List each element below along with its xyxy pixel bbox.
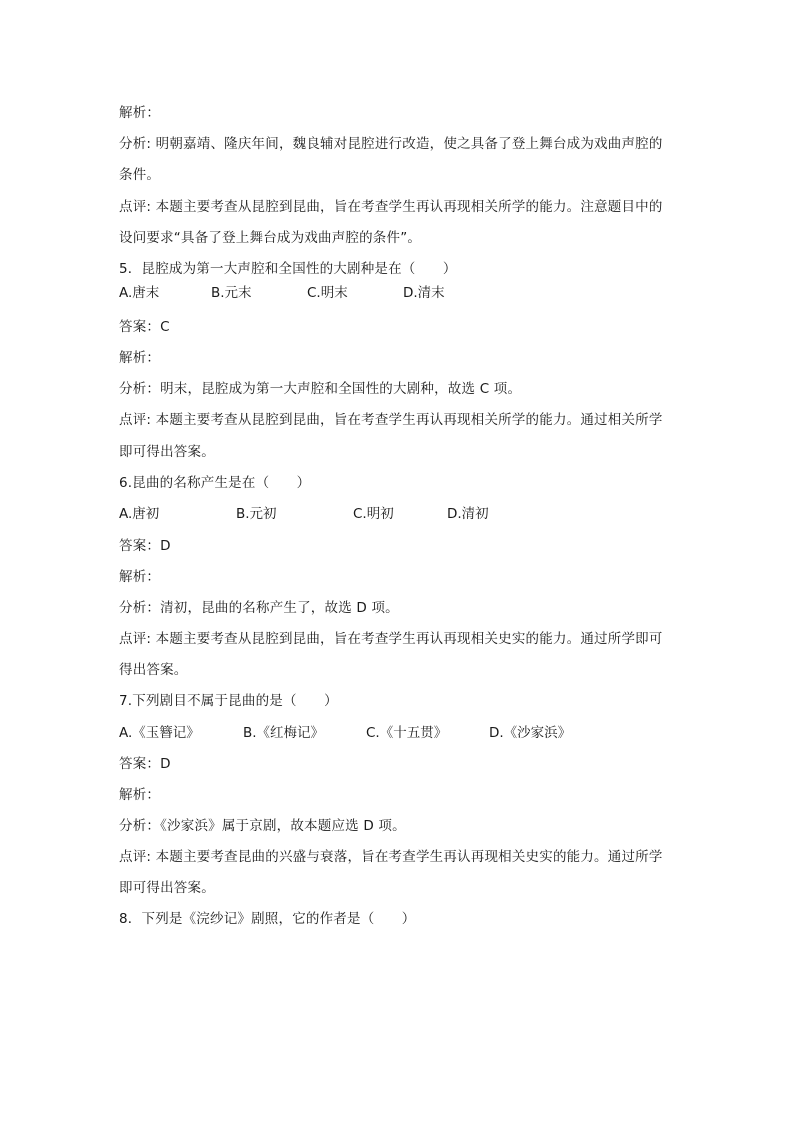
option-b: B.元初 <box>236 506 277 522</box>
option-a: A.唐末 <box>119 285 160 301</box>
option-b: B.《红梅记》 <box>243 725 325 741</box>
dianping-5-line2: 即可得出答案。 <box>119 444 215 460</box>
dianping-7-line2: 即可得出答案。 <box>119 880 215 896</box>
jiexi-label-5: 解析： <box>119 350 161 366</box>
fenxi-q4-line2: 条件。 <box>119 167 161 183</box>
dianping-5-line1: 点评: 本题主要考查从昆腔到昆曲，旨在考查学生再认再现相关所学的能力。通过相关所学 <box>119 412 663 428</box>
option-c: C.明初 <box>353 506 394 522</box>
jiexi-label-q4: 解析： <box>119 105 161 121</box>
fenxi-5: 分析：明末，昆腔成为第一大声腔和全国性的大剧种，故选 C 项。 <box>119 381 522 397</box>
dianping-q4-line1: 点评: 本题主要考查从昆腔到昆曲，旨在考查学生再认再现相关所学的能力。注意题目中的 <box>119 199 663 215</box>
jiexi-label-7: 解析： <box>119 787 161 803</box>
option-c: C.明末 <box>307 285 348 301</box>
dianping-q4-line2: 设问要求“具备了登上舞台成为戏曲声腔的条件”。 <box>119 230 422 246</box>
dianping-6-line2: 得出答案。 <box>119 662 188 678</box>
question-6: 6.昆曲的名称产生是在（ ） <box>119 475 311 491</box>
question-8: 8．下列是《浣纱记》剧照，它的作者是（ ） <box>119 911 416 927</box>
option-d: D.《沙家浜》 <box>489 725 572 741</box>
option-d: D.清末 <box>403 285 445 301</box>
option-c: C.《十五贯》 <box>366 725 448 741</box>
fenxi-q4-line1: 分析: 明朝嘉靖、隆庆年间，魏良辅对昆腔进行改造，使之具备了登上舞台成为戏曲声腔的 <box>119 136 663 152</box>
answer-5: 答案：C <box>119 319 170 335</box>
option-a: A.《玉簪记》 <box>119 725 200 741</box>
dianping-6-line1: 点评: 本题主要考查从昆腔到昆曲，旨在考查学生再认再现相关史实的能力。通过所学即可 <box>119 631 663 647</box>
answer-7: 答案：D <box>119 756 171 772</box>
jiexi-label-6: 解析： <box>119 569 161 585</box>
option-a: A.唐初 <box>119 506 160 522</box>
question-7: 7.下列剧目不属于昆曲的是（ ） <box>119 693 338 709</box>
fenxi-7: 分析：《沙家浜》属于京剧，故本题应选 D 项。 <box>119 818 406 834</box>
fenxi-6: 分析：清初，昆曲的名称产生了，故选 D 项。 <box>119 600 399 616</box>
option-b: B.元末 <box>211 285 252 301</box>
question-5: 5．昆腔成为第一大声腔和全国性的大剧种是在（ ） <box>119 261 457 277</box>
answer-6: 答案：D <box>119 538 171 554</box>
dianping-7-line1: 点评: 本题主要考查昆曲的兴盛与衰落，旨在考查学生再认再现相关史实的能力。通过所学 <box>119 849 663 865</box>
option-d: D.清初 <box>447 506 489 522</box>
